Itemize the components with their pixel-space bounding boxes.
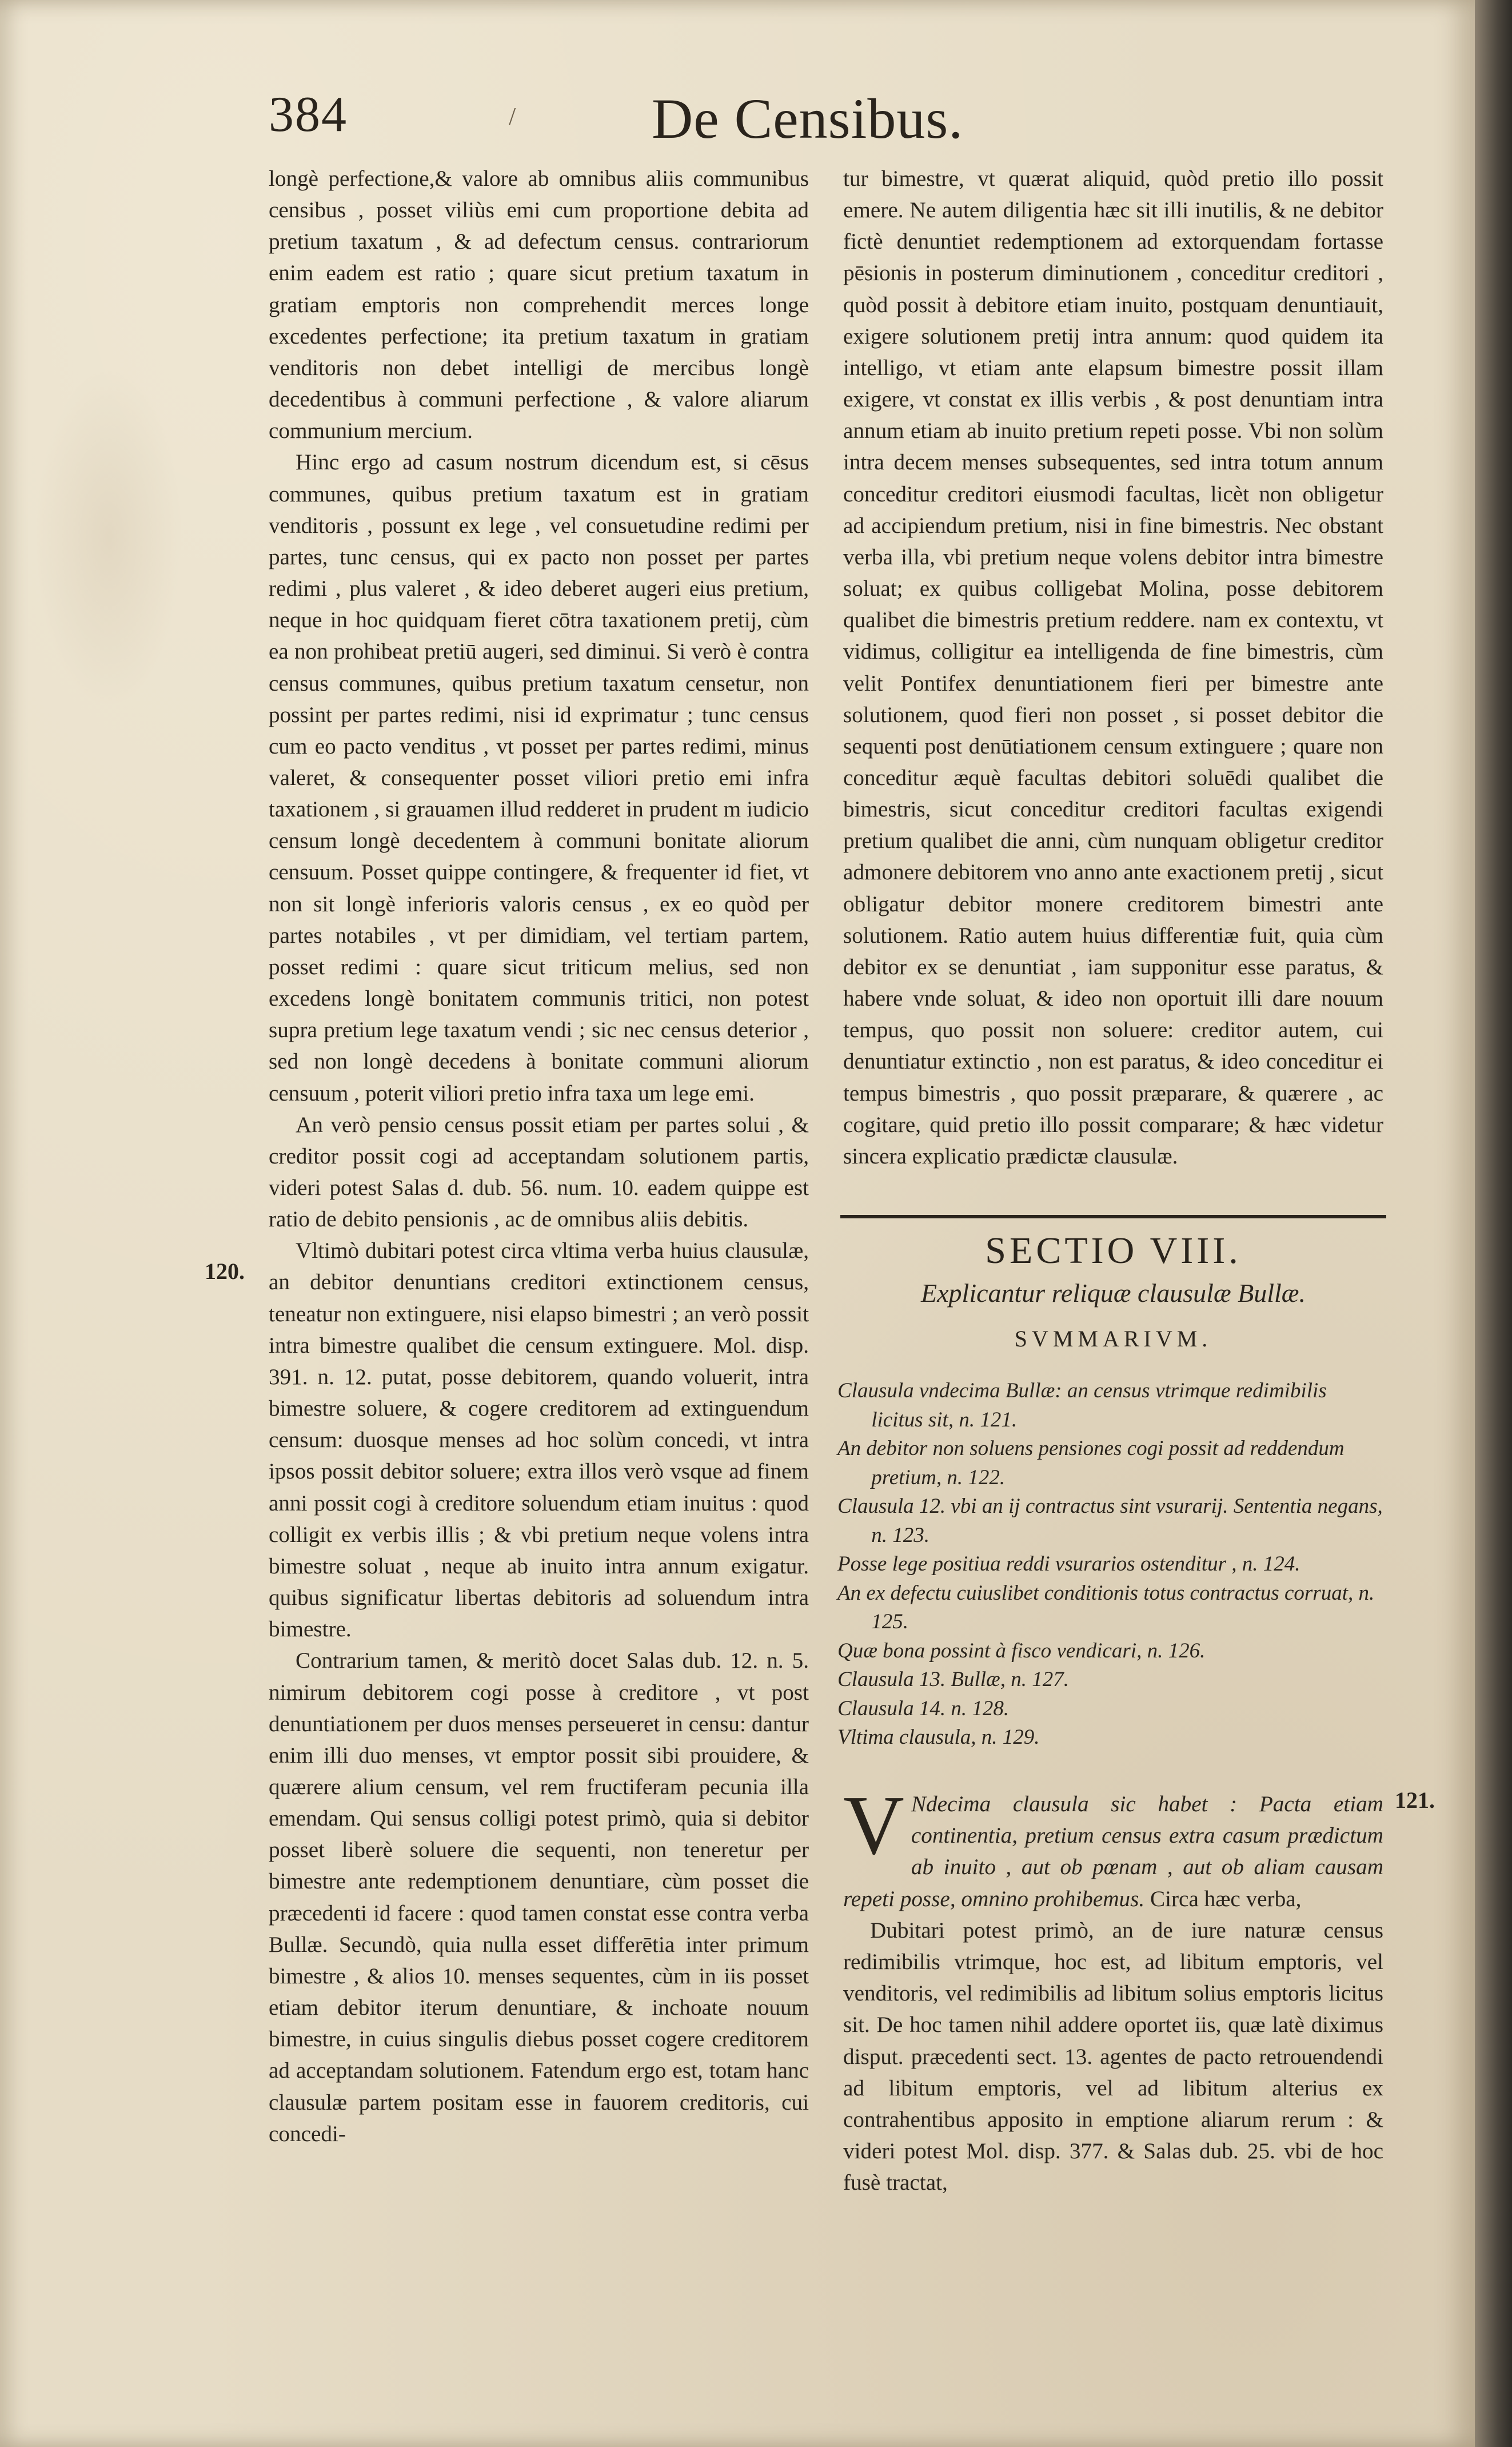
summary-list	[837, 1377, 1383, 1752]
clause-quote: Ndecima clausula sic habet : Pacta etiam continentia, pretium census extra casum prædictum ab inuito , aut ob pœnam , aut ob aliam causam repeti posse, omnino prohibemus.	[843, 1792, 1383, 1911]
paper-stain	[34, 366, 183, 709]
left-column	[269, 163, 809, 2146]
section-rule	[840, 1215, 1386, 1218]
summary-item: Posse lege positiua reddi vsurarios ostenditur , n. 124.	[837, 1552, 1300, 1576]
clause-lead: Circa hæc verba,	[1150, 1886, 1302, 1911]
section-subtitle: Explicantur reliquæ clausulæ Bullæ.	[921, 1278, 1306, 1308]
summary-item: An ex defectu cuiuslibet conditionis totus contractus corruat, n. 125.	[837, 1581, 1375, 1633]
paragraph: longè perfectione,& valore ab omnibus aliis communibus censibus , posset viliùs emi cum proportione debita ad pretium taxatum , & ad defectum census. contrariorum enim eadem est ratio ; quare sicut pretium taxatum in gratiam emptoris non comprehendit merces longe excedentes perfectione; ita pretium taxatum in gratiam venditoris non debet intelligi de mercibus longè decedentibus à communi perfectione , & valore aliarum communium mercium.	[269, 166, 809, 444]
running-head: De Censibus.	[652, 87, 964, 150]
summary-item: Clausula 13. Bullæ, n. 127.	[837, 1668, 1069, 1691]
paragraph: Hinc ergo ad casum nostrum dicendum est, si cēsus communes, quibus pretium taxatum est in gratiam venditoris , possunt ex lege , vel consuetudine redimi per partes, tunc census, qui ex pacto non posset per partes redimi , plus valeret , & ideo deberet augeri eius pretium, neque in hoc quidquam fieret cōtra taxationem pretij, cùm ea non prohibeat pretiū augeri, sed diminui. Si verò è contra census communes, quibus pretium taxatum censetur, non possint per partes redimi, nisi id exprimatur ; tunc census cum eo pacto venditus , vt posset per partes redimi, minus valeret, & consequenter posset viliori pretio emi infra taxationem , si grauamen illud redderet in prudent m iudicio censum longè decedentem à communi bonitate aliorum censuum. Posset quippe contingere, & frequenter id fiet, vt non sit longè inferioris valoris census , ex eo quòd per partes notabiles , vt per dimidiam, vel tertiam partem, posset redimi : quare sicut triticum melius, sed non excedens longè bonitatem communis tritici, non potest supra pretium lege taxatum vendi ; sic nec census deterior , sed non longè decedens à bonitate communi aliorum censuum , poterit viliori pretio infra taxa um lege emi.	[269, 450, 809, 1106]
section-body	[843, 1779, 1383, 2199]
paragraph: Vltimò dubitari potest circa vltima verba huius clausulæ, an debitor denuntians creditori extinctionem census, teneatur non extinguere, nisi elapso bimestri ; an verò possit intra bimestre qualibet die censum extinguere. Mol. disp. 391. n. 12. putat, posse debitorem, quando voluerit, intra bimestre soluere, & cogere creditorem ad extinguendum censum: duosque menses ad hoc solùm concedi, vt intra ipsos possit debitor soluere; extra illos verò vsque ad finem anni possit cogi à creditore soluendum etiam inuitus : quod colligit ex verbis illis ; & vbi pretium neque volens intra bimestre soluat , neque ab inuito intra annum exigatur. quibus significatur libertas debitoris ad soluendum intra bimestre.	[269, 1238, 809, 1642]
paragraph: Dubitari potest primò, an de iure naturæ census redimibilis vtrimque, hoc est, ad libitum emptoris, vel venditoris, vel redimibilis ad libitum solius emptoris licitus sit. De hoc tamen nihil addere oportet iis, quæ latè diximus disput. præcedenti sect. 13. agentes de pacto retrouendendi ad libitum emptoris, vel ad libitum alterius ex contrahentibus apposito in emptione aliarum rerum : & videri potest Mol. disp. 377. & Salas dub. 25. vbi de hoc fusè tractat,	[843, 1918, 1383, 2195]
summary-heading: SVMMARIVM.	[1014, 1326, 1212, 1352]
paragraph: An verò pensio census possit etiam per partes solui , & creditor possit cogi ad acceptandam solutionem partis, videri potest Salas d. dub. 56. num. 10. eadem quippe est ratio de debito pensionis , ac de omnibus aliis debitis.	[269, 1112, 809, 1232]
summary-item: Clausula 14. n. 128.	[837, 1696, 1010, 1720]
paragraph: tur bimestre, vt quærat aliquid, quòd pretio illo possit emere. Ne autem diligentia hæc sit illi inutilis, & ne debitor fictè denuntiet redemptionem ad extorquendam fortasse pēsionis in posterum diminutionem , conceditur creditori , quòd possit à debitore etiam inuito, postquam denuntiauit, exigere solutionem pretij intra annum: quod quidem ita intelligo, vt etiam ante elapsum bimestre possit illam exigere, vt constat ex illis verbis , & post denuntiam intra annum etiam ab inuito pretium repeti posse. Vbi non solùm intra decem menses subsequentes, sed intra totum annum conceditur creditori eiusmodi facultas, licèt non obligetur ad accipiendum pretium, nisi in fine bimestris. Nec obstant verba illa, vbi pretium neque volens debitor intra bimestre soluat; ex quibus colligebat Molina, posse debitorem qualibet die bimestris pretium reddere. nam ex contextu, vt vidimus, colligitur ea intelligenda de fine bimestris, cùm velit Pontifex denuntiationem fieri per bimestre ante solutionem, quod fieri non posset , si posset debitor die sequenti post denūtiationem censum extinguere ; quare non conceditur æquè facultas debitori soluēdi qualibet die bimestris, sicut conceditur creditori facultas exigendi pretium qualibet die anni, cùm nunquam obligetur creditor admonere debitorem vno anno ante exactionem pretij , sicut obligatur debitor monere creditorem bimestri ante solutionem. Ratio autem huius differentiæ fuit, quia cùm debitor ex se denuntiat , iam supponitur esse paratus, & habere vnde soluat, & ideo non oportuit illi dare nouum tempus, quo possit non soluere: creditor autem, cui denuntiatur extinctio , non est paratus, & ideo conceditur ei tempus bimestris , quo possit præparare, & quærere , ac cogitare, quid pretio illo possit comparare; & hæc videtur sincera explicatio prædictæ clausulæ.	[843, 166, 1383, 1169]
summary-item: Vltima clausula, n. 129.	[837, 1725, 1040, 1749]
section-title: SECTIO VIII.	[985, 1230, 1242, 1272]
margin-number-121: 121.	[1395, 1787, 1435, 1813]
page-header	[269, 86, 1000, 154]
book-gutter	[1475, 0, 1512, 2447]
summary-item: Clausula vndecima Bullæ: an census vtrimque redimibilis licitus sit, n. 121.	[837, 1379, 1327, 1432]
ink-mark: /	[509, 102, 516, 130]
summary-item: An debitor non soluens pensiones cogi possit ad reddendum pretium, n. 122.	[837, 1437, 1345, 1489]
page-number: 384	[269, 87, 348, 142]
paragraph: Contrarium tamen, & meritò docet Salas dub. 12. n. 5. nimirum debitorem cogi posse à creditore , vt post denuntiationem per duos menses perseueret in censu: dantur enim illi duo menses, vt emptor possit sibi prouidere, & quærere alium censum, vel rem fructiferam pecunia illa emendam. Qui sensus colligi potest primò, quia si debitor posset liberè soluere die sequenti, non teneretur per bimestre ante redemptionem denuntiare, cùm posset die præcedenti id facere : quod tamen constat esse contra verba Bullæ. Secundò, quia nulla esset differētia inter primum bimestre , & alios 10. menses sequentes, cùm in iis posset etiam debitor iterum denuntiare, & inchoate nouum bimestre, in cuius singulis diebus posset cogere creditorem ad acceptandam solutionem. Fatendum ergo est, totam hanc clausulæ partem positam esse in fauorem creditoris, cui concedi-	[269, 1648, 809, 2146]
margin-number-120: 120.	[205, 1258, 245, 1284]
right-column-top	[843, 163, 1383, 1198]
drop-cap: V	[843, 1779, 904, 1872]
summary-item: Quæ bona possint à fisco vendicari, n. 126.	[837, 1639, 1206, 1663]
summary-item: Clausula 12. vbi an ij contractus sint vsurarij. Sententia negans, n. 123.	[837, 1494, 1383, 1547]
